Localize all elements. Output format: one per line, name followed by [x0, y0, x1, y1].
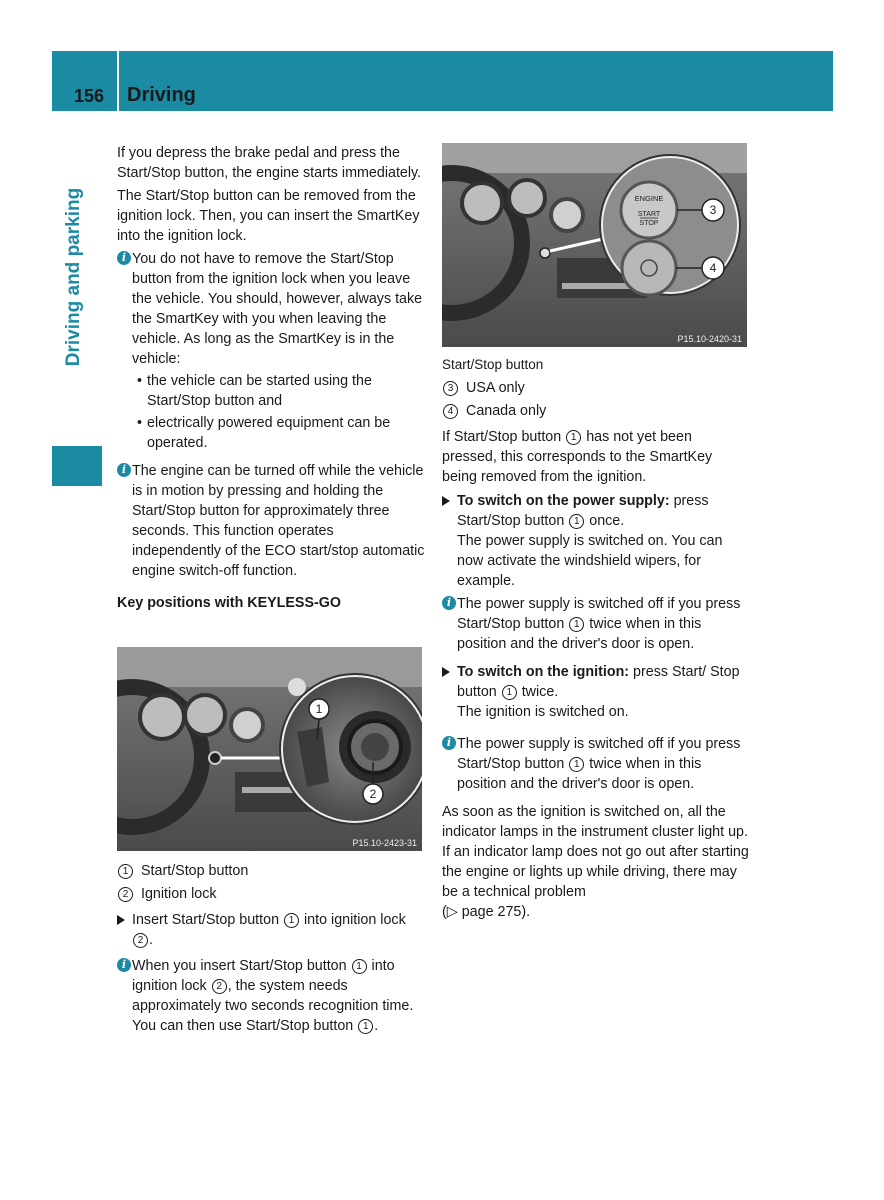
legend-text: Start/Stop button — [141, 863, 249, 879]
step-text: Insert Start/Stop button — [132, 912, 280, 928]
inline-number: 1 — [284, 913, 299, 928]
start-label: START — [637, 211, 661, 218]
inline-number: 1 — [569, 757, 584, 772]
step-result: The power supply is switched on. You can now activate the windshield wipers, for example. — [457, 533, 723, 589]
paragraph — [442, 802, 750, 922]
keyless-go-photo — [117, 647, 422, 851]
page-title: Driving — [127, 84, 196, 106]
callout-1: 1 — [315, 702, 323, 716]
step-text: press Start/Stop button — [457, 493, 709, 529]
legend-item — [117, 861, 425, 881]
legend-item — [117, 884, 425, 904]
info-text: You do not have to remove the Start/Stop button from the ignition lock when you leave the vehicle. You should, however, always take the SmartKey with you when leaving the vehicle. As long as the SmartKey is in the vehicle: — [132, 251, 423, 367]
step-text: into ignition lock — [304, 912, 406, 928]
paragraph-text: If Start/Stop button — [442, 429, 562, 445]
paragraph: The Start/Stop button can be removed from the ignition lock. Then, you can insert the SmartKey into the ignition lock. — [117, 188, 420, 244]
info-note — [117, 249, 425, 453]
instruction-step — [117, 910, 425, 950]
page-number: 156 — [74, 86, 105, 106]
side-tab-marker — [52, 446, 102, 486]
info-text: into ignition lock — [132, 958, 395, 994]
inline-number: 1 — [569, 514, 584, 529]
left-column-lower — [117, 858, 425, 1044]
stop-label: STOP — [639, 220, 659, 227]
right-column — [442, 355, 750, 925]
bullet-item: • the vehicle can be started using the Start/Stop button and — [132, 371, 425, 411]
callout-3: 3 — [709, 203, 717, 217]
image-caption: Start/Stop button — [442, 357, 544, 372]
image-code: P15.10-2420-31 — [677, 334, 742, 344]
legend-item — [442, 401, 750, 421]
info-text: . — [374, 1018, 379, 1034]
legend-text: USA only — [466, 380, 525, 396]
step-text: twice. — [517, 684, 559, 700]
info-note — [442, 734, 750, 794]
info-text: The engine can be turned off while the vehicle is in motion by pressing and holding the Start/Stop button for approximately three seconds. This function operates independently of the ECO start/stop automatic engine switch-off function. — [132, 463, 425, 579]
page-header — [52, 51, 833, 111]
inline-number: 1 — [566, 430, 581, 445]
callout-2: 2 — [369, 787, 377, 801]
callout-4: 4 — [709, 261, 717, 275]
info-icon: i — [442, 736, 456, 750]
legend-text: Canada only — [466, 403, 547, 419]
legend-number: 2 — [118, 887, 133, 902]
inline-number: 2 — [212, 979, 227, 994]
instruction-step — [442, 491, 750, 591]
inline-number: 1 — [352, 959, 367, 974]
step-arrow-icon — [442, 667, 450, 677]
info-text: The power supply is switched off if you press Start/Stop button — [457, 596, 741, 632]
info-icon: i — [442, 596, 456, 610]
paragraph-text: As soon as the ignition is switched on, all the indicator lamps in the instrument cluster light up. If an indicator lamp does not go out after starting the engine or lights up while driving, there may be a technical problem — [442, 804, 749, 900]
legend-item — [442, 378, 750, 398]
info-text: The power supply is switched off if you press Start/Stop button — [457, 736, 741, 772]
legend-text: Ignition lock — [141, 886, 217, 902]
side-tab — [52, 111, 102, 486]
engine-label: ENGINE — [634, 194, 664, 203]
paragraph — [442, 427, 750, 487]
step-text: . — [149, 932, 153, 948]
step-arrow-icon — [442, 496, 450, 506]
image-code: P15.10-2423-31 — [352, 838, 417, 848]
bullet-item: • electrically powered equipment can be operated. — [132, 413, 425, 453]
inline-number: 1 — [358, 1019, 373, 1034]
inline-number: 1 — [569, 617, 584, 632]
info-note — [117, 461, 425, 581]
legend-number: 3 — [443, 381, 458, 396]
step-title: To switch on the power supply: — [457, 493, 670, 509]
instruction-step — [442, 662, 750, 722]
info-icon: i — [117, 958, 131, 972]
step-title: To switch on the ignition: — [457, 664, 630, 680]
header-separator — [117, 51, 119, 111]
info-icon: i — [117, 463, 131, 477]
info-text: , the system needs approximately two seconds recognition time. You can then use Start/Stop button — [132, 978, 414, 1034]
start-stop-photo — [442, 143, 747, 347]
left-column — [117, 143, 425, 623]
inline-number: 1 — [502, 685, 517, 700]
section-heading: Key positions with KEYLESS-GO — [117, 595, 342, 611]
step-arrow-icon — [117, 915, 125, 925]
info-icon: i — [117, 251, 131, 265]
inline-number: 2 — [133, 933, 148, 948]
info-text: When you insert Start/Stop button — [132, 958, 347, 974]
info-text: twice when in this position and the driver's door is open. — [457, 616, 702, 652]
step-result: The ignition is switched on. — [457, 704, 629, 720]
info-note — [117, 956, 425, 1036]
paragraph-text: has not yet been pressed, this corresponds to the SmartKey being removed from the ignition. — [442, 429, 713, 485]
legend-number: 1 — [118, 864, 133, 879]
side-tab-label: Driving and parking — [63, 187, 84, 367]
info-text: twice when in this position and the driver's door is open. — [457, 756, 702, 792]
legend-number: 4 — [443, 404, 458, 419]
step-text: once. — [585, 513, 625, 529]
info-note — [442, 594, 750, 654]
step-text: press Start/ Stop button — [457, 664, 740, 700]
page-reference-link[interactable]: (▷ page 275). — [442, 904, 531, 920]
paragraph: If you depress the brake pedal and press the Start/Stop button, the engine starts immediately. — [117, 145, 422, 181]
